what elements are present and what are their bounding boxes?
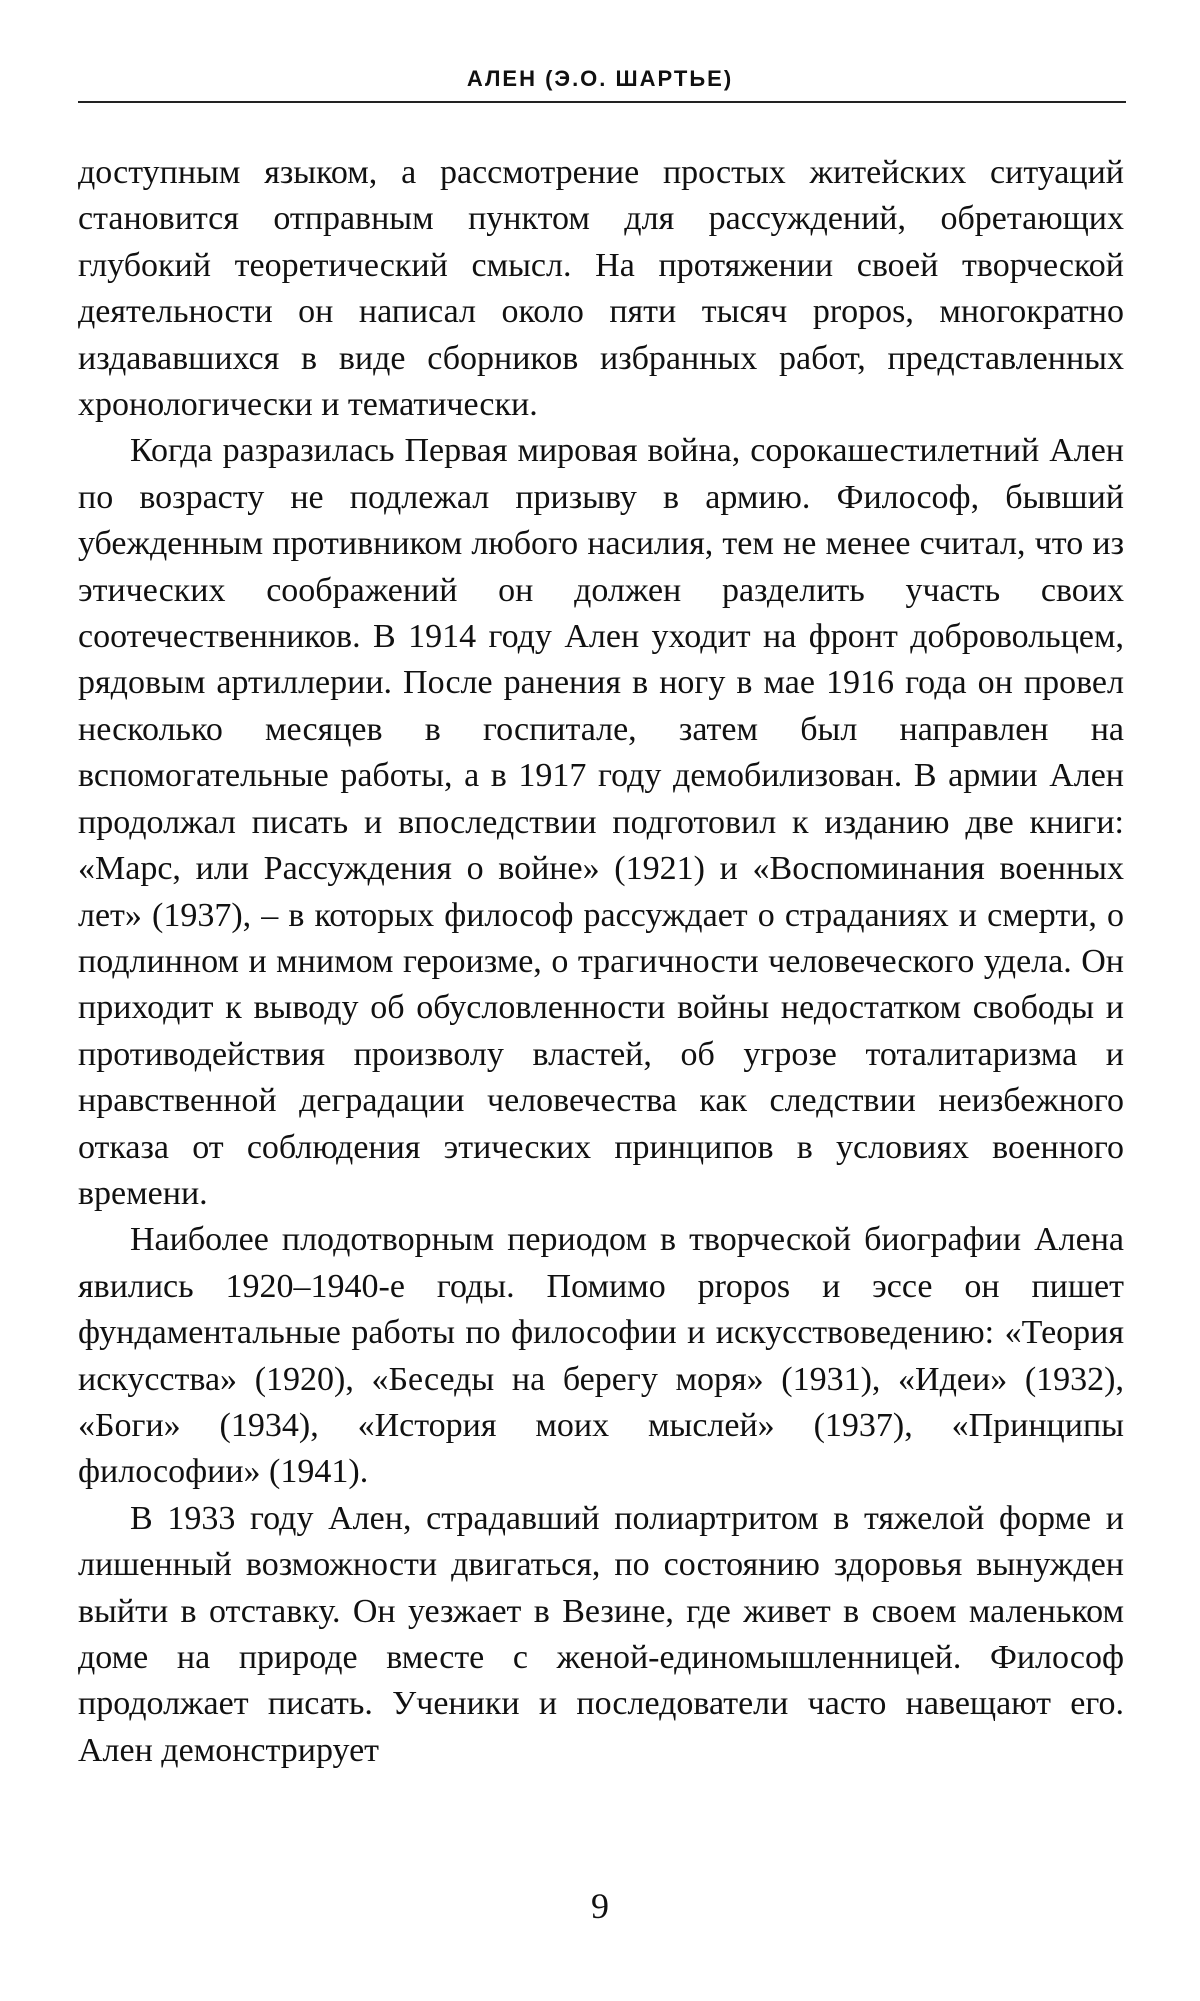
paragraph-war: Когда разразилась Первая мировая война, сорокашестилетний Ален по возрасту не подлежал призыву в армию. Философ, бывший убежденным противником любого насилия, тем не менее считал, что из этических соображений он должен разделить участь своих соотечественников. В 1914 году Ален уходит на фронт добровольцем, рядовым артиллерии. После ранения в ногу в мае 1916 года он провел несколько месяцев в госпитале, затем был направлен на вспомогательные работы, а в 1917 году демобилизован. В армии Ален продолжал писать и впоследствии подготовил к изданию две книги: «Марс, или Рассуждения о войне» (1921) и «Воспоминания военных лет» (1937), – в которых философ рассуждает о страданиях и смерти, о подлинном и мнимом героизме, о трагичности человеческого удела. Он приходит к выводу об обусловленности войны недостатком свободы и противодействия произволу властей, об угрозе тоталитаризма и нравственной деградации человечества как следствии неизбежного отказа от соблюдения этических принципов в условиях военного времени. [78,432,1124,1212]
header-divider [78,101,1126,103]
paragraph-works: Наиболее плодотворным периодом в творческой биографии Алена явились 1920–1940-е годы. Помимо propos и эссе он пишет фундаментальные работы по философии и искусствоведению: «Теория искусства» (1920), «Беседы на берегу моря» (1931), «Идеи» (1932), «Боги» (1934), «История моих мыслей» (1937), «Принципы философии» (1941). [78,1221,1124,1491]
running-title: АЛЕН (Э.О. ШАРТЬЕ) [466,66,734,91]
page-number: 9 [591,1886,609,1926]
paragraph-retirement: В 1933 году Ален, страдавший полиартритом в тяжелой форме и лишенный возможности двигаться, по состоянию здоровья вынужден выйти в отставку. Он уезжает в Везине, где живет в своем маленьком доме на природе вместе с женой-единомышленницей. Философ продолжает писать. Ученики и последователи часто навещают его. Ален демонстрирует [78,1499,1124,1769]
paragraph-continuation: доступным языком, а рассмотрение простых житейских ситуаций становится отправным пунктом для рассуждений, обретающих глубокий теоретический смысл. На протяжении своей творческой деятельности он написал около пяти тысяч propos, многократно издававшихся в виде сборников избранных работ, представленных хронологически и тематически. [78,154,1124,424]
body-text [78,150,1124,1774]
